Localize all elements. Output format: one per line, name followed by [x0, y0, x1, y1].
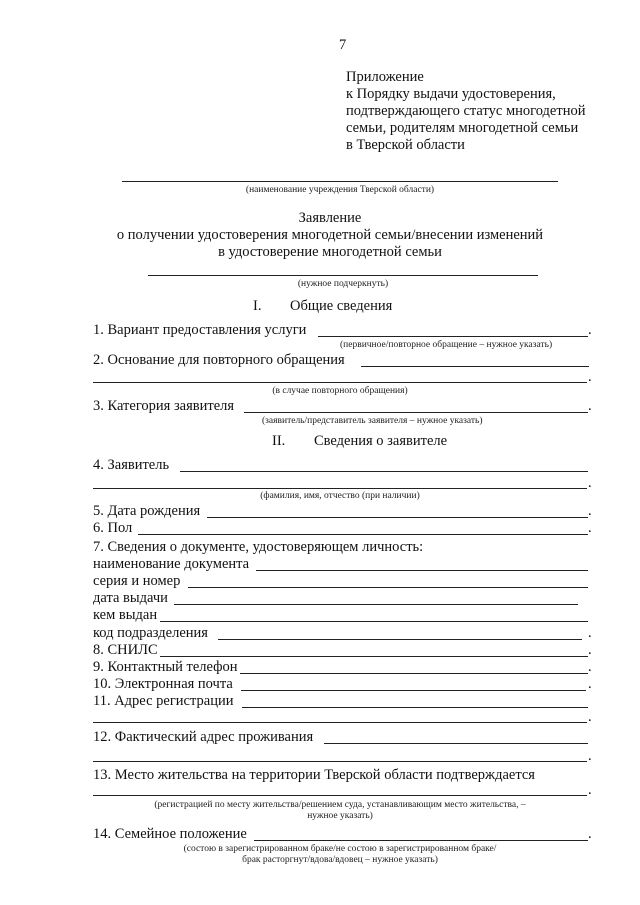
field-9-label: 9. Контактный телефон: [93, 659, 238, 675]
field-8-end: .: [588, 642, 592, 658]
field-7a-label: наименование документа: [93, 556, 250, 572]
field-4-input-line-2[interactable]: [93, 488, 587, 489]
field-13-note-1: (регистрацией по месту жительства/решением суда, устанавливающим место жительства, –: [154, 800, 526, 810]
title-line-1: Заявление: [298, 210, 362, 226]
field-8-input[interactable]: [160, 656, 588, 657]
field-6-label: 6. Пол: [93, 520, 133, 536]
field-11-input-line-2[interactable]: [93, 722, 587, 723]
field-2-label: 2. Основание для повторного обращения: [93, 352, 345, 368]
field-7-label: 7. Сведения о документе, удостоверяющем личность:: [93, 539, 424, 555]
field-13-label: 13. Место жительства на территории Тверской области подтверждается: [93, 767, 535, 783]
field-1-label: 1. Вариант предоставления услуги: [93, 322, 307, 338]
field-5-input[interactable]: [207, 517, 588, 518]
field-14-input[interactable]: [254, 840, 588, 841]
field-1-note: (первичное/повторное обращение – нужное указать): [340, 340, 553, 350]
field-6-end: .: [588, 520, 592, 536]
field-10-input[interactable]: [241, 690, 586, 691]
field-2-input[interactable]: [361, 366, 589, 367]
field-13-input[interactable]: [93, 795, 587, 796]
field-3-label: 3. Категория заявителя: [93, 398, 235, 414]
field-14-label: 14. Семейное положение: [93, 826, 247, 842]
field-8-label: 8. СНИЛС: [93, 642, 158, 658]
field-4-input[interactable]: [180, 471, 588, 472]
field-7e-label: код подразделения: [93, 625, 208, 641]
section-2-number: II.: [272, 433, 286, 449]
field-3-end: .: [588, 398, 592, 414]
appendix-line-4: семьи, родителям многодетной семьи: [346, 120, 579, 136]
field-3-note: (заявитель/представитель заявителя – нужное указать): [262, 416, 483, 426]
field-12-end: .: [588, 748, 592, 764]
field-14-note-1: (состою в зарегистрированном браке/не состою в зарегистрированном браке/: [183, 844, 497, 854]
page-number: 7: [339, 37, 347, 53]
field-11-input[interactable]: [242, 707, 588, 708]
field-12-input-line-2[interactable]: [93, 761, 587, 762]
field-7c-label: дата выдачи: [93, 590, 168, 606]
field-6-input[interactable]: [138, 534, 588, 535]
field-5-end: .: [588, 503, 592, 519]
choice-line[interactable]: [148, 275, 538, 276]
appendix-line-2: к Порядку выдачи удостоверения,: [346, 86, 556, 102]
field-10-end: .: [588, 676, 592, 692]
field-11-end: .: [588, 709, 592, 725]
field-12-label: 12. Фактический адрес проживания: [93, 729, 314, 745]
appendix-line-1: Приложение: [346, 69, 424, 85]
field-7b-input[interactable]: [188, 587, 588, 588]
field-7e-input[interactable]: [218, 639, 582, 640]
field-13-end: .: [588, 782, 592, 798]
field-1-input[interactable]: [318, 336, 588, 337]
field-11-label: 11. Адрес регистрации: [93, 693, 234, 709]
field-5-label: 5. Дата рождения: [93, 503, 201, 519]
field-14-note-2: брак расторгнут/вдова/вдовец – нужное указать): [242, 855, 438, 865]
field-4-note: (фамилия, имя, отчество (при наличии): [260, 491, 420, 501]
field-7b-label: серия и номер: [93, 573, 181, 589]
field-1-end: .: [588, 322, 592, 338]
field-7d-input[interactable]: [160, 621, 588, 622]
underline-note: (нужное подчеркнуть): [297, 279, 389, 289]
institution-note: (наименование учреждения Тверской области): [245, 185, 435, 195]
field-3-input[interactable]: [244, 412, 588, 413]
field-4-label: 4. Заявитель: [93, 457, 170, 473]
field-9-end: .: [588, 659, 592, 675]
field-2-note: (в случае повторного обращения): [272, 386, 408, 396]
field-14-end: .: [588, 826, 592, 842]
title-line-2: о получении удостоверения многодетной семьи/внесении изменений: [116, 227, 544, 243]
field-2-end: .: [588, 369, 592, 385]
field-7c-input[interactable]: [174, 604, 578, 605]
field-10-label: 10. Электронная почта: [93, 676, 233, 692]
field-9-input[interactable]: [240, 673, 588, 674]
field-13-note-2: нужное указать): [307, 811, 373, 821]
field-2-input-line-2[interactable]: [93, 382, 587, 383]
field-12-input[interactable]: [324, 743, 588, 744]
field-7e-end: .: [588, 625, 592, 641]
appendix-line-3: подтверждающего статус многодетной: [346, 103, 586, 119]
appendix-line-5: в Тверской области: [346, 137, 465, 153]
field-7d-label: кем выдан: [93, 607, 158, 623]
field-4-end: .: [588, 475, 592, 491]
institution-line[interactable]: [122, 181, 558, 182]
title-line-3: в удостоверение многодетной семьи: [218, 244, 442, 260]
section-1-title: Общие сведения: [290, 298, 393, 314]
section-2-title: Сведения о заявителе: [314, 433, 448, 449]
field-7a-input[interactable]: [256, 570, 588, 571]
section-1-number: I.: [253, 298, 262, 314]
